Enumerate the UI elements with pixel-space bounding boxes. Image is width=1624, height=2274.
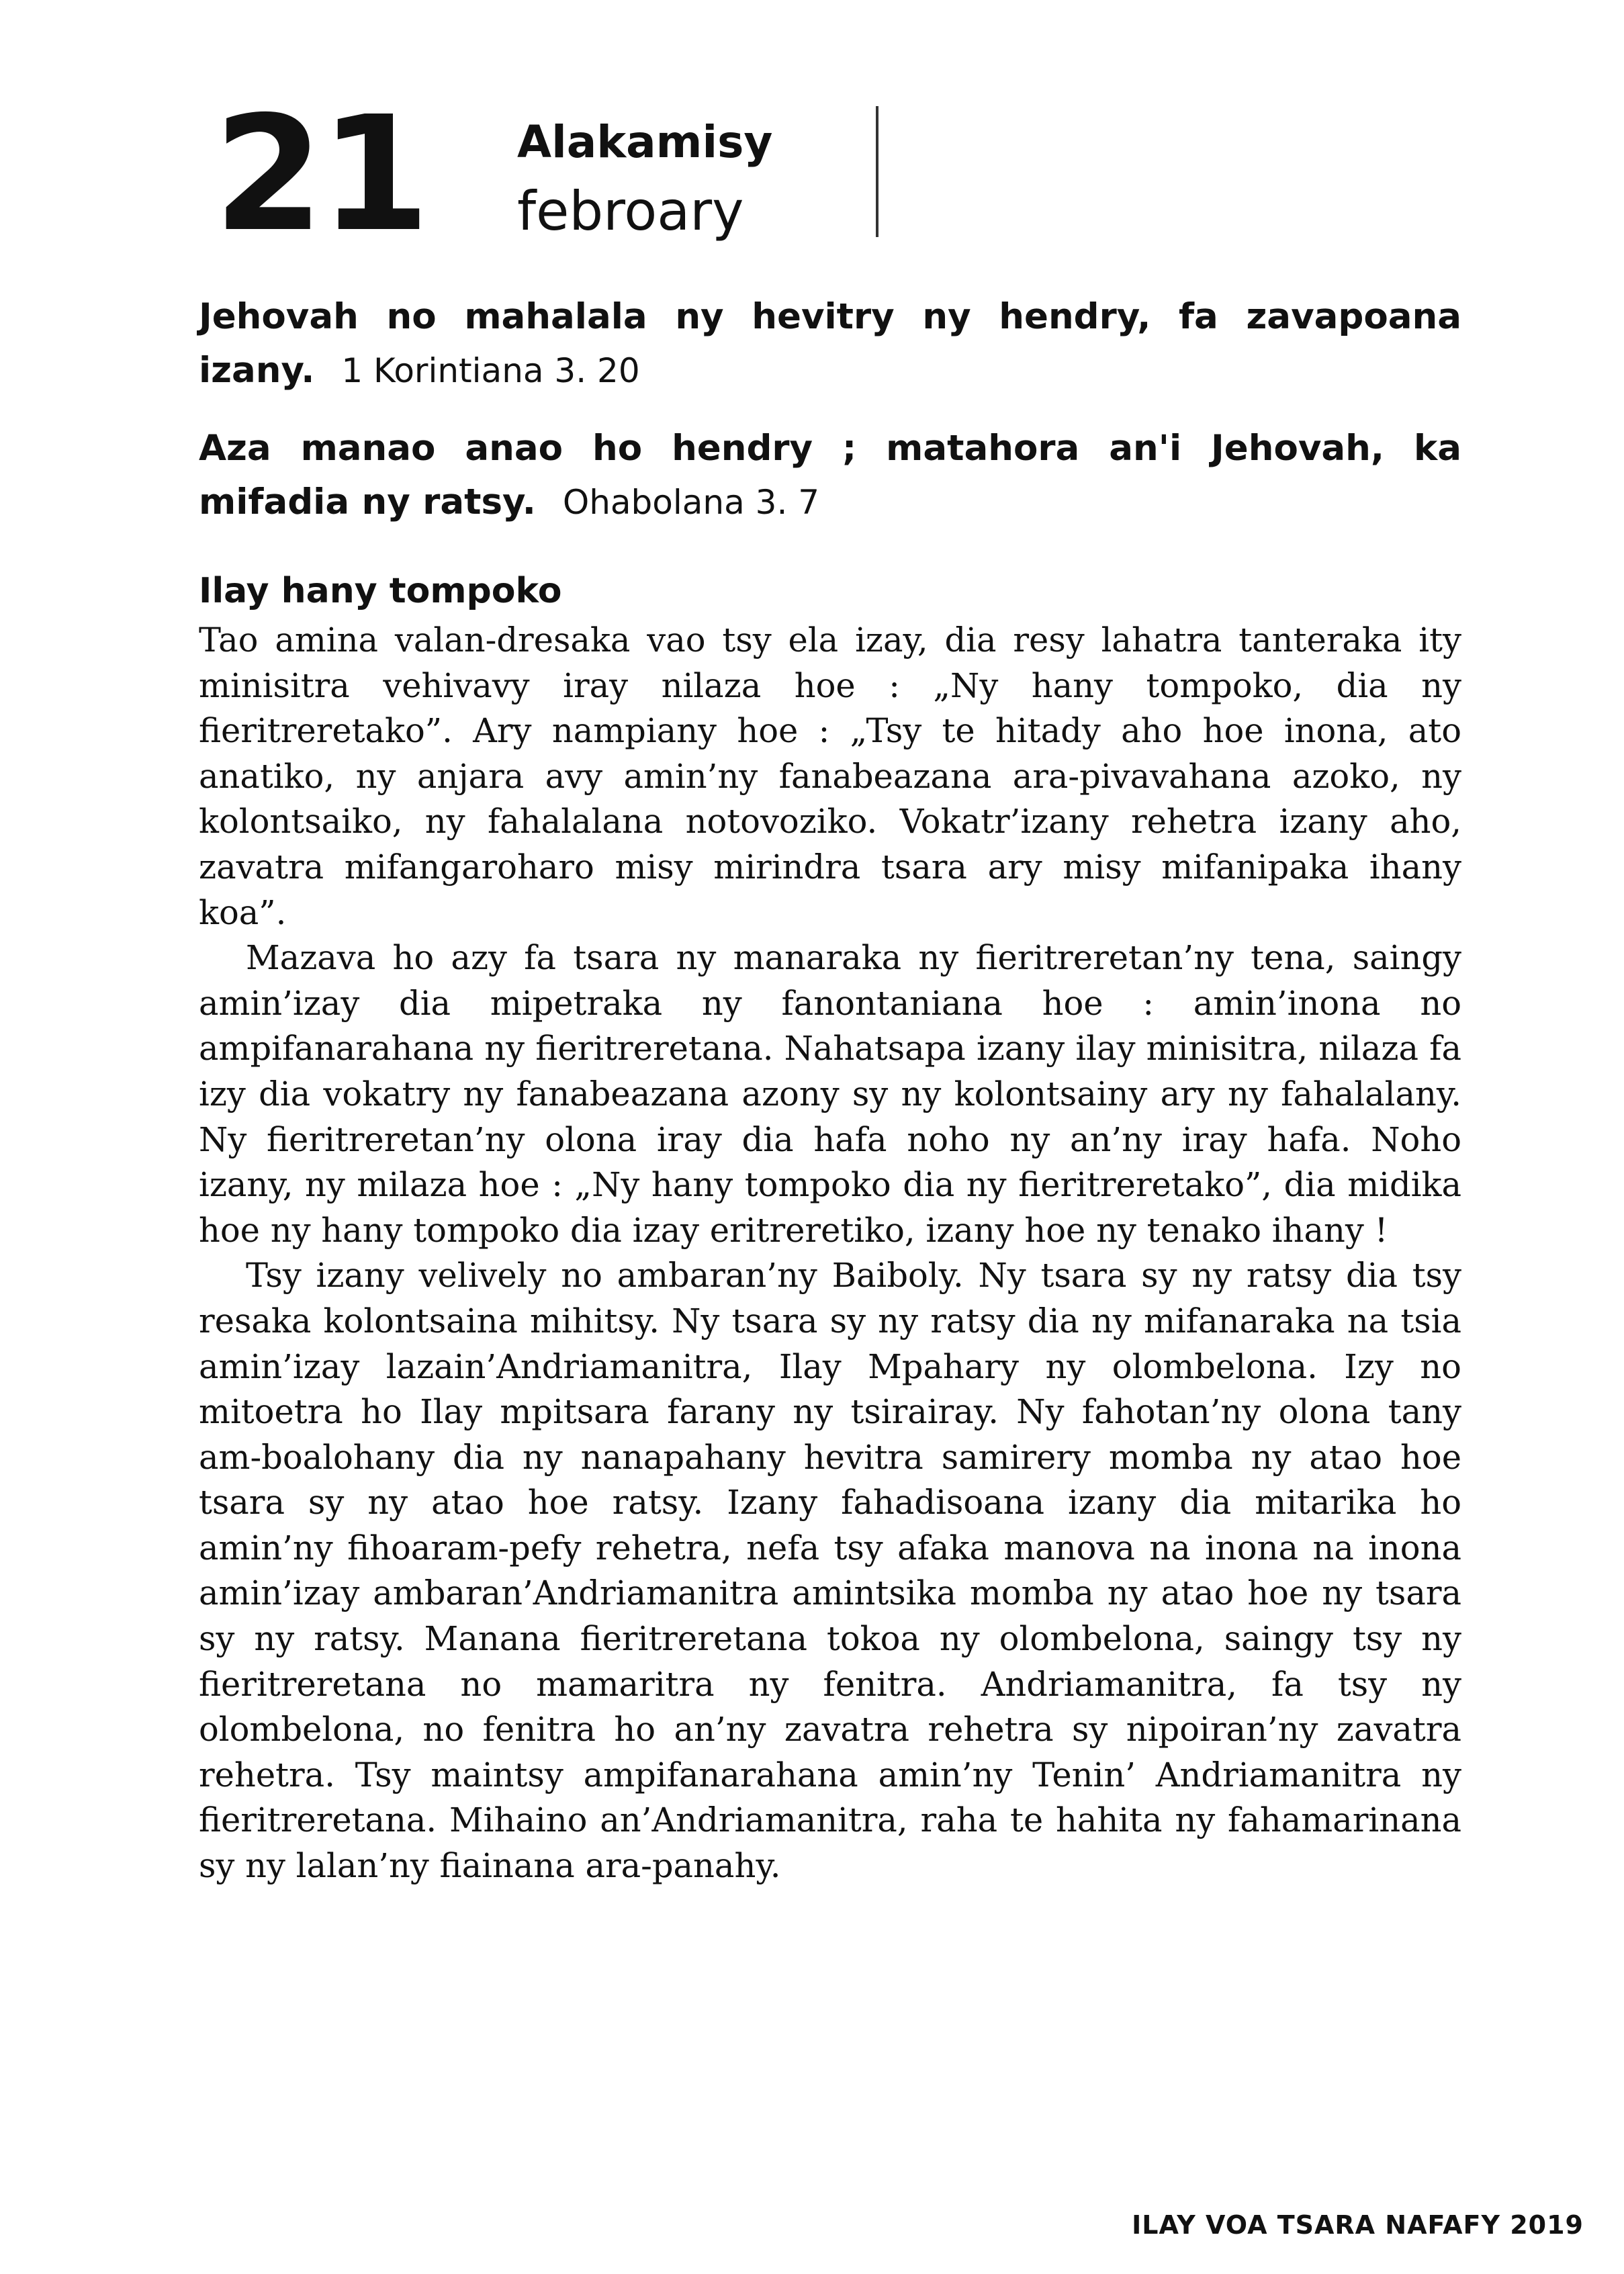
verse-1-text: Jehovah no mahalala ny hevitry ny hendry, fa zavapoana izany. [199,296,1461,391]
date-header [214,82,952,267]
verse-2 [199,422,1461,529]
article-paragraph-1: Tao amina valan-dresaka vao tsy ela izay, dia resy lahatra tanteraka ity minisitra vehivavy iray nilaza hoe : „Ny hany tompoko, dia ny fieritreretako”. Ary nampiany hoe : „Tsy te hitady aho hoe inona, ato anatiko, ny anjara avy amin’ny fanabeazana ara-pivavahana azoko, ny kolontsaiko, ny fahalalana notovoziko. Vokatr’izany rehetra izany aho, zavatra mifangaroharo misy mirindra tsara ary misy mifanipaka ihany koa”. [199,621,1461,932]
article-paragraph-2: Mazava ho azy fa tsara ny manaraka ny fieritreretan’ny tena, saingy amin’izay dia mipetraka ny fanontaniana hoe : amin’inona no ampifanarahana ny fieritreretana. Nahatsapa izany ilay minisitra, nilaza fa izy dia vokatry ny fanabeazana azony sy ny kolontsainy ary ny fahalalany. Ny fieritreretan’ny olona iray dia hafa noho ny an’ny iray hafa. Noho izany, ny milaza hoe : „Ny hany tompoko dia ny fieritreretako”, dia midika hoe ny hany tompoko dia izay eritreretiko, izany hoe ny tenako ihany ! [199,938,1461,1250]
article-title: Ilay hany tompoko [199,571,562,611]
verse-1-reference: 1 Korintiana 3. 20 [341,351,640,390]
header-divider [876,106,878,237]
day-number: 21 [214,82,426,267]
article-paragraph-3: Tsy izany velively no ambaran’ny Baiboly. Ny tsara sy ny ratsy dia tsy resaka kolontsaina mihitsy. Ny tsara sy ny ratsy dia ny mifanaraka na tsia amin’izay lazain’Andriamanitra, Ilay Mpahary ny olombelona. Izy no mitoetra ho Ilay mpitsara farany ny tsirairay. Ny fahotan’ny olona tany am-boalohany dia ny nanapahany hevitra samirery momba ny atao hoe tsara sy ny atao hoe ratsy. Izany fahadisoana izany dia mitarika ho amin’ny fihoaram-pefy rehetra, nefa tsy afaka manova na inona na inona amin’izay ambaran’Andriamanitra amintsika momba ny atao hoe ny tsara sy ny ratsy. Manana fieritreretana tokoa ny olombelona, saingy tsy ny fieritreretana no mamaritra ny fenitra. Andriamanitra, fa tsy ny olombelona, no fenitra ho an’ny zavatra rehetra sy nipoiran’ny zavatra rehetra. Tsy maintsy ampifanarahana amin’ny Tenin’ Andriamanitra ny fieritreretana. Mihaino an’Andriamanitra, raha te hahita ny fahamarinana sy ny lalan’ny fiainana ara-panahy. [199,1256,1461,1886]
weekday-label: Alakamisy [517,116,773,168]
month-label: febroary [517,180,744,242]
verse-2-reference: Ohabolana 3. 7 [562,483,820,522]
verse-1 [199,290,1461,398]
footer-publication: ILAY VOA TSARA NAFAFY 2019 [1132,2210,1584,2240]
article-body [199,618,1461,1889]
verse-2-text: Aza manao anao ho hendry ; matahora an'i Jehovah, ka mifadia ny ratsy. [199,428,1461,522]
